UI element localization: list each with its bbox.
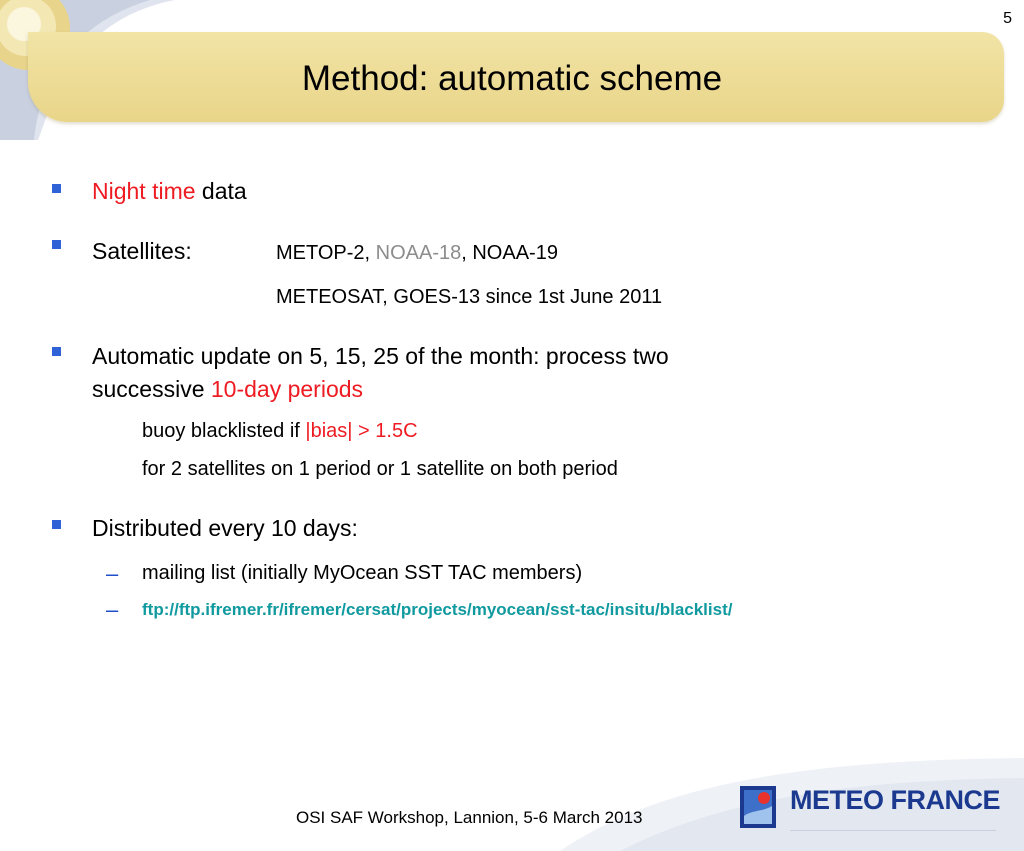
satellite-metop: METOP-2, [276, 242, 376, 264]
footer-text: OSI SAF Workshop, Lannion, 5-6 March 2013 [296, 808, 643, 827]
satellite-noaa18: NOAA-18 [375, 242, 462, 264]
mailing-list-text: mailing list (initially MyOcean SST TAC members) [142, 562, 583, 584]
ftp-blacklist-link[interactable]: ftp://ftp.ifremer.fr/ifremer/cersat/projects/myocean/sst-tac/insitu/blacklist/ [142, 600, 733, 619]
bias-threshold-highlight: |bias| > 1.5C [305, 420, 418, 442]
auto-update-line-2 [92, 374, 363, 404]
distributed-label: Distributed every 10 days: [92, 515, 358, 541]
page-number: 5 [1003, 10, 1012, 27]
night-time-highlight: Night time [92, 178, 196, 204]
successive-text: successive [92, 376, 211, 402]
square-bullet-icon [52, 184, 61, 193]
slide-title: Method: automatic scheme [301, 59, 723, 98]
blacklist-criterion [142, 418, 418, 444]
square-bullet-icon [52, 347, 61, 356]
blacklist-text: buoy blacklisted if [142, 420, 306, 442]
auto-update-line-1: Automatic update on 5, 15, 25 of the month: process two [92, 343, 669, 369]
ten-day-periods-highlight: 10-day periods [210, 376, 364, 402]
satellites-label: Satellites: [92, 238, 192, 264]
dash-bullet-icon: – [106, 597, 119, 622]
night-time-rest: data [195, 178, 247, 204]
satellites-line-2: METEOSAT, GOES-13 since 1st June 2011 [276, 286, 663, 308]
logo-underline [790, 830, 996, 831]
satellite-noaa19: , NOAA-19 [461, 242, 558, 264]
bullet-night-time [92, 176, 247, 206]
dash-bullet-icon: – [106, 561, 119, 586]
blacklist-condition: for 2 satellites on 1 period or 1 satellite on both period [142, 458, 618, 480]
meteo-france-logo-text: METEO FRANCE [790, 785, 1000, 815]
meteo-france-logo-mark-icon [740, 786, 776, 828]
satellites-line-1 [276, 240, 558, 266]
square-bullet-icon [52, 240, 61, 249]
square-bullet-icon [52, 520, 61, 529]
